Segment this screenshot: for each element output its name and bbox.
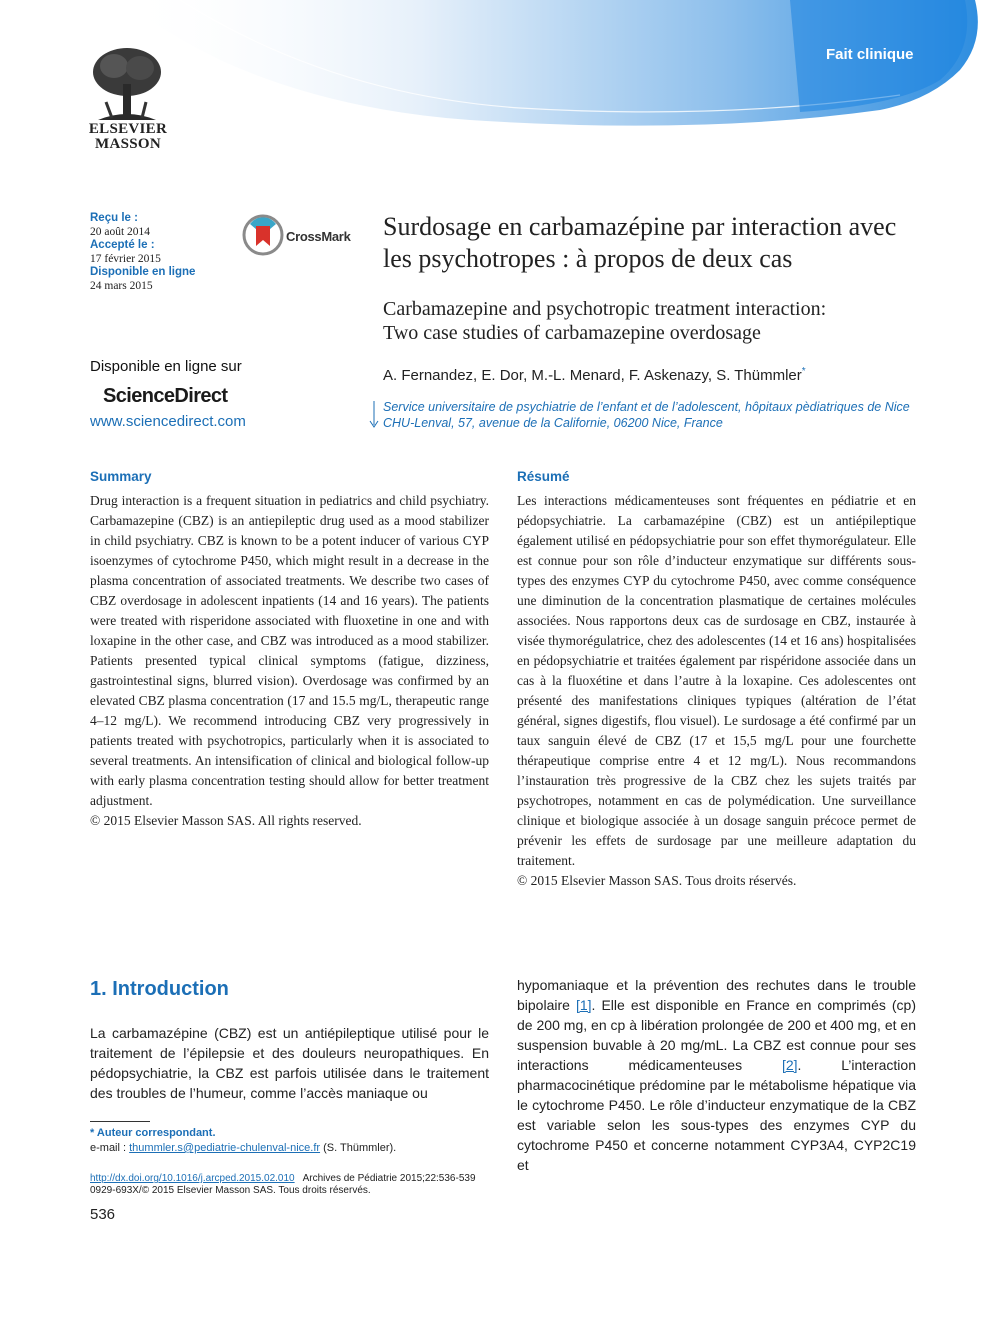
doi-line [90, 1173, 476, 1185]
corresponding-author-label: * Auteur correspondant. [90, 1127, 216, 1139]
accepted-value: 17 février 2015 [90, 252, 161, 265]
resume-section [517, 491, 916, 891]
title-en-line-1: Carbamazepine and psychotropic treatment interaction: [383, 298, 827, 320]
footnote-divider [90, 1121, 150, 1122]
received-label: Reçu le : [90, 212, 138, 224]
issn-line: 0929-693X/© 2015 Elsevier Masson SAS. Tous droits réservés. [90, 1185, 371, 1196]
footnote [90, 1126, 396, 1156]
introduction-right-column [517, 975, 916, 1175]
author-email-link[interactable]: thummler.s@pediatrie-chulenval-nice.fr [129, 1142, 321, 1154]
journal-citation: Archives de Pédiatrie 2015;22:536-539 [302, 1173, 476, 1184]
received-value: 20 août 2014 [90, 225, 151, 238]
resume-heading: Résumé [517, 469, 570, 484]
publisher-line-2: MASSON [95, 136, 161, 152]
reference-link-2[interactable]: [2] [781, 1057, 798, 1073]
summary-heading: Summary [90, 469, 152, 484]
publisher-line-1: ELSEVIER [88, 121, 168, 137]
affiliation: Service universitaire de psychiatrie de l’enfant et de l’adolescent, hôpitaux pèdiatriques de Nice CHU-Lenval, 57, avenue de la Californie, 06200 Nice, France [383, 400, 910, 430]
email-label: e-mail : [90, 1142, 130, 1154]
resume-copyright: © 2015 Elsevier Masson SAS. Tous droits réservés. [517, 873, 797, 888]
affiliation-arrow-icon [369, 401, 379, 429]
corresponding-author-mark[interactable]: * [801, 366, 806, 377]
intro-left-text: La carbamazépine (CBZ) est un antiépileptique utilisé pour le traitement de l’épilepsie et des douleurs neuropathiques. En pédopsychiatrie, la CBZ est parfois utilisée dans le traitement des troubles de l’humeur, comme l’accès maniaque ou [90, 1025, 489, 1101]
article-dates [90, 212, 195, 293]
reference-link-1[interactable]: [1] [575, 997, 592, 1013]
summary-text: Drug interaction is a frequent situation in pediatrics and child psychiatry. Carbamazepine (CBZ) is an antiepileptic drug used as a mood stabilizer in child psychiatry. CBZ is known to be a potent inducer of various CYP isoenzymes of cytochrome P450, which might result in a decrease in the plasma concentration of associated treatments. We describe two cases of CBZ overdosage in adolescent inpatients (14 and 16 years). The patients were treated with risperidone associated with fluoxetine in one and with loxapine in the other case, and CBZ was introduced as a mood stabilizer. Patients presented typical clinical symptoms (fatigue, dizziness, gastrointestinal signs, blurred vision). Overdosage was confirmed by an elevated CBZ plasma concentration (17 and 15.5 mg/L, therapeutic range 4–12 mg/L). We recommend introducing CBZ very progressively in patients treated with psychotropics, particularly when it is associated to several treatments. An intensification of clinical and biological follow-up with early plasma concentration testing should allow for better treatment adjustment. [90, 493, 489, 808]
elsevier-tree-logo [84, 44, 170, 128]
title-en-line-2: Two case studies of carbamazepine overdosage [383, 322, 761, 344]
article-title-en [383, 297, 923, 345]
intro-right-part-2: . Elle est disponible en France en comprimés (cp) de 200 mg, en cp à libération prolongée de 200 et 400 mg, et en suspension buvable à 20 mg/mL. La CBZ est connue pour ses interactions médicamenteuses [517, 997, 916, 1073]
accepted-label: Accepté le : [90, 239, 155, 251]
summary-copyright: © 2015 Elsevier Masson SAS. All rights reserved. [90, 813, 362, 828]
article-title-fr: Surdosage en carbamazépine par interaction avec les psychotropes : à propos de deux cas [383, 212, 897, 273]
authors-text: A. Fernandez, E. Dor, M.-L. Menard, F. Askenazy, S. Thümmler [383, 367, 802, 384]
crossmark-badge[interactable] [242, 214, 354, 256]
resume-text: Les interactions médicamenteuses sont fréquentes en pédiatrie et en pédopsychiatrie. La carbamazépine (CBZ) est un antiépileptique également utilisé en pédopsychiatrie pour son effet thymorégulateur. Elle est connue pour son rôle d’inducteur enzymatique sur différents sous-types des enzymes CYP du cytochrome P450, avec comme conséquence une diminution de la concentration plasmatique de certaines molécules associées. Nous rapportons deux cas de surdosage en CBZ, instaurée à visée thymorégulatrice, chez des adolescentes (14 et 16 ans) hospitalisées en pédopsychiatrie et traitées également par rispéridone associée dans un cas à la fluoxétine et dans l’autre à la loxapine. Ces adolescentes ont présenté des manifestations cliniques typiques (altération de l’état général, signes digestifs, flou visuel). Le surdosage a été confirmé par un taux sanguin élevé de CBZ (17 et 15,5 mg/L pour une fourchette thérapeutique comprise entre 4 et 12 mg/L). Nous recommandons l’instauration très progressive de la CBZ chez les sujets traités par psychotropes, notamment en cas de polymédication. Une surveillance clinique et biologique associée à un dosage sanguin précoce permet de prévenir les effets de surdosage par une meilleure adaptation du traitement. [517, 493, 916, 868]
email-author-name: (S. Thümmler). [320, 1142, 397, 1154]
article-category: Fait clinique [826, 46, 914, 63]
intro-right-part-1: hypomaniaque et la prévention des rechutes dans le trouble bipolaire [517, 977, 916, 1013]
available-online-label: Disponible en ligne sur [90, 358, 242, 375]
crossmark-label: CrossMark [286, 229, 351, 244]
intro-right-part-3: . L’interaction pharmacocinétique prédomine par le métabolisme hépatique via le cytochrome P450. Le rôle d’inducteur enzymatique de la CBZ est variable selon les sous-types des enzymes CYP du cytochrome P450 et concerne notamment CYP3A4, CYP2C19 et [517, 1057, 916, 1173]
intro-right-text [517, 975, 916, 1175]
page-number: 536 [90, 1206, 116, 1223]
online-label: Disponible en ligne [90, 266, 196, 278]
publisher-name [68, 122, 188, 152]
crossmark-icon [242, 214, 284, 256]
introduction-left-column [90, 1023, 489, 1103]
introduction-heading: 1. Introduction [90, 978, 229, 1000]
sciencedirect-link[interactable]: www.sciencedirect.com [90, 413, 246, 430]
sciencedirect-logo: ScienceDirect [103, 385, 228, 407]
doi-link[interactable]: http://dx.doi.org/10.1016/j.arcped.2015.02.010 [90, 1173, 295, 1184]
summary-section [90, 491, 489, 831]
footer-citation [90, 1173, 476, 1197]
author-list [383, 366, 806, 384]
online-value: 24 mars 2015 [90, 279, 153, 292]
footnote-email-line [90, 1141, 396, 1156]
